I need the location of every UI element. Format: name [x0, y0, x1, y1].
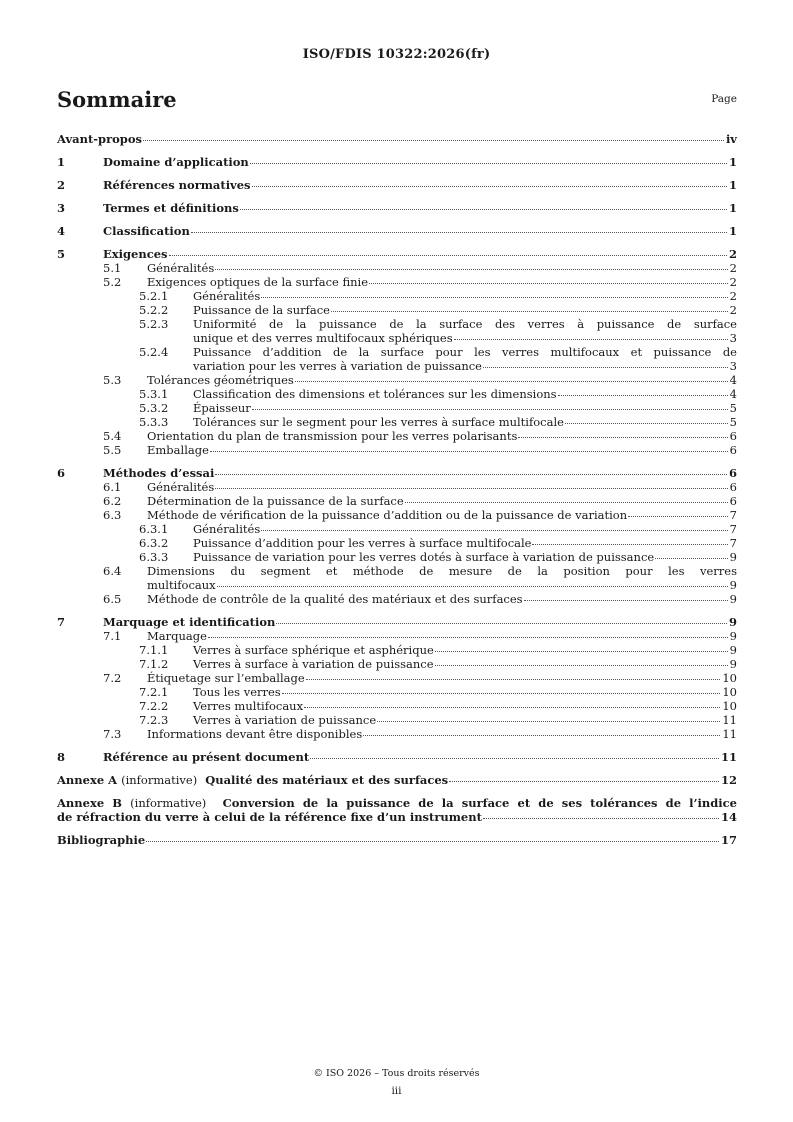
- toc-entry[interactable]: [57, 373, 737, 387]
- dot-leader: [282, 693, 721, 694]
- toc-entry-number: 5.2.1: [139, 289, 169, 303]
- toc-entry-number: 7.1.2: [139, 657, 169, 671]
- toc-entry-number: 7.3: [103, 727, 122, 741]
- toc-entry-number: 7.2.3: [139, 713, 169, 727]
- dot-leader: [240, 209, 727, 210]
- dot-leader: [210, 451, 728, 452]
- toc-entry-page: 17: [720, 833, 737, 847]
- toc-entry[interactable]: [57, 833, 737, 847]
- dot-leader: [524, 600, 728, 601]
- toc-entry-number: 6.3: [103, 508, 122, 522]
- toc-entry[interactable]: [57, 317, 737, 345]
- dot-leader: [558, 395, 728, 396]
- toc-entry-title: Verres multifocaux: [193, 699, 304, 713]
- toc-entry-title: Classification: [103, 224, 190, 238]
- toc-entry-page: 9: [729, 550, 737, 564]
- toc-entry-page: 2: [729, 289, 737, 303]
- toc-entry[interactable]: [57, 132, 737, 146]
- toc-entry[interactable]: [57, 261, 737, 275]
- toc-entry-page: 1: [728, 201, 737, 215]
- toc-entry[interactable]: [57, 615, 737, 629]
- toc-entry-title: Puissance de la surface: [193, 303, 330, 317]
- toc-entry-number: 5.3.3: [139, 415, 169, 429]
- toc-entry-title: Verres à surface sphérique et asphérique: [193, 643, 434, 657]
- toc-entry-title: Marquage: [147, 629, 207, 643]
- dot-leader: [208, 637, 728, 638]
- toc-entry-title: Méthodes d’essai: [103, 466, 215, 480]
- annex-label: Annexe B: [57, 796, 122, 810]
- toc-entry[interactable]: [57, 201, 737, 215]
- annex-type: (informative): [130, 796, 207, 810]
- dot-leader: [295, 381, 728, 382]
- toc-entry-page: iv: [725, 132, 737, 146]
- toc-entry[interactable]: [57, 685, 737, 699]
- toc-entry-page: 11: [720, 750, 737, 764]
- toc-entry[interactable]: [57, 415, 737, 429]
- toc-entry-page: 9: [729, 643, 737, 657]
- toc-entry-title: Généralités: [147, 261, 215, 275]
- toc-entry-number: 5.5: [103, 443, 122, 457]
- document-header: ISO/FDIS 10322:2026(fr): [302, 47, 491, 62]
- dot-leader: [215, 269, 727, 270]
- toc-entry-title: Qualité des matériaux et des surfaces: [205, 773, 449, 787]
- toc-entry-title: de réfraction du verre à celui de la référence fixe d’un instrument: [57, 810, 482, 824]
- toc-entry[interactable]: [57, 713, 737, 727]
- toc-entry[interactable]: [57, 275, 737, 289]
- toc-entry-number: 5.2.3: [139, 317, 169, 331]
- toc-entry-title: Informations devant être disponibles: [147, 727, 363, 741]
- dot-leader: [655, 558, 727, 559]
- toc-entry-title: Méthode de vérification de la puissance d’addition ou de la puissance de variation: [147, 508, 628, 522]
- toc-entry-page: 2: [729, 261, 737, 275]
- dot-leader: [331, 311, 728, 312]
- toc-entry-title: Dimensions du segment et méthode de mesure de la position pour les verres: [147, 564, 737, 578]
- toc-entry-title: Exigences optiques de la surface finie: [147, 275, 369, 289]
- toc-entry-title: Domaine d’application: [103, 155, 249, 169]
- toc-entry[interactable]: [57, 466, 737, 480]
- toc-entry-page: 10: [722, 699, 737, 713]
- toc-entry[interactable]: [57, 550, 737, 564]
- toc-entry-title: Avant-propos: [57, 132, 142, 146]
- toc-entry-number: 6: [57, 466, 66, 480]
- toc-entry-number: 4: [57, 224, 66, 238]
- toc-entry-number: 6.2: [103, 494, 122, 508]
- toc-entry-number: 5.2: [103, 275, 122, 289]
- toc-entry[interactable]: [57, 643, 737, 657]
- dot-leader: [435, 665, 728, 666]
- toc-entry-title: unique et des verres multifocaux sphériques: [193, 331, 453, 345]
- toc-entry-page: 4: [729, 373, 737, 387]
- dot-leader: [191, 232, 727, 233]
- toc-entry-page: 6: [729, 443, 737, 457]
- toc-entry-page: 9: [729, 592, 737, 606]
- page-title: Sommaire: [57, 87, 177, 112]
- toc-entry-page: 6: [729, 494, 737, 508]
- toc-entry-number: 5.2.4: [139, 345, 169, 359]
- toc-entry-title: Tolérances sur le segment pour les verres à surface multifocale: [193, 415, 564, 429]
- toc-entry-title: Marquage et identification: [103, 615, 276, 629]
- dot-leader: [518, 437, 727, 438]
- dot-leader: [532, 544, 727, 545]
- toc-entry-title: Tolérances géométriques: [147, 373, 294, 387]
- toc-entry-number: 6.4: [103, 564, 122, 578]
- toc-entry[interactable]: [57, 592, 737, 606]
- toc-entry-number: 7.2.2: [139, 699, 169, 713]
- toc-entry-page: 11: [722, 727, 737, 741]
- toc-entry-number: 6.3.3: [139, 550, 169, 564]
- dot-leader: [310, 758, 719, 759]
- toc-entry[interactable]: [57, 699, 737, 713]
- toc-entry[interactable]: [57, 727, 737, 741]
- toc-entry-title: Références normatives: [103, 178, 251, 192]
- toc-entry-page: 5: [729, 415, 737, 429]
- toc-entry-number: 5.2.2: [139, 303, 169, 317]
- dot-leader: [369, 283, 728, 284]
- dot-leader: [276, 623, 727, 624]
- dot-leader: [215, 474, 727, 475]
- toc-entry-title: Puissance d’addition de la surface pour les verres multifocaux et puissance de: [193, 345, 737, 359]
- toc-entry-page: 2: [729, 303, 737, 317]
- toc-entry-page: 2: [729, 275, 737, 289]
- toc-entry-title: Verres à surface à variation de puissance: [193, 657, 434, 671]
- toc-entry-number: 2: [57, 178, 66, 192]
- toc-entry[interactable]: [57, 773, 737, 787]
- toc-entry-title: Généralités: [193, 522, 261, 536]
- toc-entry-title: Épaisseur: [193, 401, 251, 415]
- toc-entry-title: Bibliographie: [57, 833, 146, 847]
- toc-entry-page: 1: [728, 155, 737, 169]
- toc-entry[interactable]: [57, 345, 737, 373]
- dot-leader: [449, 781, 719, 782]
- dot-leader: [261, 530, 727, 531]
- dot-leader: [435, 651, 728, 652]
- toc-entry-number: 5.4: [103, 429, 122, 443]
- dot-leader: [628, 516, 728, 517]
- toc-entry[interactable]: [57, 289, 737, 303]
- toc-entry-number: 5.3: [103, 373, 122, 387]
- toc-entry[interactable]: [57, 155, 737, 169]
- toc-entry-title: Orientation du plan de transmission pour les verres polarisants: [147, 429, 518, 443]
- dot-leader: [252, 186, 727, 187]
- toc-entry-number: 3: [57, 201, 66, 215]
- toc-entry-page: 10: [722, 685, 737, 699]
- dot-leader: [306, 679, 721, 680]
- toc-entry-title: Conversion de la puissance de la surface et de ses tolérances de l’indice: [222, 796, 737, 810]
- toc-entry[interactable]: [57, 657, 737, 671]
- dot-leader: [304, 707, 720, 708]
- toc-entry[interactable]: [57, 564, 737, 592]
- toc-entry[interactable]: [57, 443, 737, 457]
- dot-leader: [252, 409, 728, 410]
- toc-entry[interactable]: [57, 494, 737, 508]
- footer-copyright: © ISO 2026 – Tous droits réservés: [313, 1068, 480, 1079]
- toc-entry-number: 5.3.2: [139, 401, 169, 415]
- dot-leader: [363, 735, 720, 736]
- toc-entry-page: 3: [729, 359, 737, 373]
- toc-entry[interactable]: [57, 387, 737, 401]
- toc-entry[interactable]: [57, 536, 737, 550]
- toc-entry[interactable]: [57, 629, 737, 643]
- toc-entry-number: 7.2.1: [139, 685, 169, 699]
- toc-entry-page: 5: [729, 401, 737, 415]
- toc-entry[interactable]: [57, 178, 737, 192]
- toc-entry[interactable]: [57, 522, 737, 536]
- toc-entry-title: Généralités: [193, 289, 261, 303]
- toc-entry-number: 7.1.1: [139, 643, 169, 657]
- dot-leader: [215, 488, 727, 489]
- toc-entry-number: 6.1: [103, 480, 122, 494]
- toc-entry-page: 14: [720, 810, 737, 824]
- dot-leader: [377, 721, 720, 722]
- toc-entry-page: 1: [728, 178, 737, 192]
- toc-entry-title: Détermination de la puissance de la surface: [147, 494, 404, 508]
- annex-label: Annexe A: [57, 773, 118, 787]
- toc-entry-page: 7: [729, 522, 737, 536]
- dot-leader: [261, 297, 727, 298]
- toc-entry-title: Puissance de variation pour les verres dotés à surface à variation de puissance: [193, 550, 655, 564]
- toc-entry-title: Termes et définitions: [103, 201, 239, 215]
- toc-entry[interactable]: [57, 750, 737, 764]
- page-column-label: Page: [711, 93, 737, 105]
- toc-entry-page: 9: [729, 657, 737, 671]
- toc-entry-page: 10: [722, 671, 737, 685]
- toc-entry-page: 6: [728, 466, 737, 480]
- toc-entry[interactable]: [57, 224, 737, 238]
- toc-entry[interactable]: [57, 671, 737, 685]
- toc-entry-page: 9: [729, 629, 737, 643]
- dot-leader: [143, 140, 724, 141]
- toc-entry-number: 6.3.1: [139, 522, 169, 536]
- toc-entry-title: Puissance d’addition pour les verres à surface multifocale: [193, 536, 532, 550]
- toc-entry-page: 6: [729, 429, 737, 443]
- toc-entry[interactable]: [57, 480, 737, 494]
- toc-entry-page: 3: [729, 331, 737, 345]
- toc-entry-title: Emballage: [147, 443, 209, 457]
- dot-leader: [217, 586, 728, 587]
- annex-type: (informative): [121, 773, 198, 787]
- toc-entry-number: 8: [57, 750, 66, 764]
- dot-leader: [146, 841, 719, 842]
- toc-entry-number: 5.3.1: [139, 387, 169, 401]
- toc-entry[interactable]: [57, 303, 737, 317]
- dot-leader: [405, 502, 728, 503]
- dot-leader: [169, 255, 727, 256]
- dot-leader: [565, 423, 728, 424]
- toc-entry[interactable]: [57, 401, 737, 415]
- toc-entry-page: 9: [729, 578, 737, 592]
- toc-entry-page: 12: [720, 773, 737, 787]
- toc-entry-title: Tous les verres: [193, 685, 281, 699]
- footer-page-number: iii: [391, 1085, 402, 1097]
- dot-leader: [483, 818, 719, 819]
- dot-leader: [250, 163, 727, 164]
- toc-entry-number: 6.3.2: [139, 536, 169, 550]
- toc-entry-number: 5: [57, 247, 66, 261]
- toc-entry-number: 6.5: [103, 592, 122, 606]
- toc-entry-title: Méthode de contrôle de la qualité des matériaux et des surfaces: [147, 592, 523, 606]
- toc-entry[interactable]: [57, 508, 737, 522]
- toc-entry-number: 7.2: [103, 671, 122, 685]
- toc-entry-page: 7: [729, 536, 737, 550]
- toc-entry-title: Étiquetage sur l’emballage: [147, 671, 305, 685]
- toc-entry-title: Verres à variation de puissance: [193, 713, 377, 727]
- toc-entry[interactable]: [57, 429, 737, 443]
- toc-entry-number: 5.1: [103, 261, 122, 275]
- toc-entry-page: 11: [722, 713, 737, 727]
- toc-entry-number: 1: [57, 155, 66, 169]
- toc-entry-page: 6: [729, 480, 737, 494]
- toc-entry-number: 7.1: [103, 629, 122, 643]
- toc-entry-page: 9: [728, 615, 737, 629]
- toc-entry-page: 1: [728, 224, 737, 238]
- toc-entry-title: multifocaux: [147, 578, 216, 592]
- toc-entry-page: 7: [729, 508, 737, 522]
- toc-entry-page: 4: [729, 387, 737, 401]
- toc-entry[interactable]: [57, 796, 737, 824]
- toc-entry-title: Exigences: [103, 247, 168, 261]
- toc-entry-title: Référence au présent document: [103, 750, 310, 764]
- toc-entry-page: 2: [728, 247, 737, 261]
- toc-entry-title: Classification des dimensions et tolérances sur les dimensions: [193, 387, 557, 401]
- toc-entry-number: 7: [57, 615, 66, 629]
- toc-entry-title: variation pour les verres à variation de puissance: [193, 359, 482, 373]
- toc-entry-title: Généralités: [147, 480, 215, 494]
- dot-leader: [454, 339, 728, 340]
- toc-entry-title: Uniformité de la puissance de la surface des verres à puissance de surface: [193, 317, 737, 331]
- dot-leader: [483, 367, 728, 368]
- toc-entry[interactable]: [57, 247, 737, 261]
